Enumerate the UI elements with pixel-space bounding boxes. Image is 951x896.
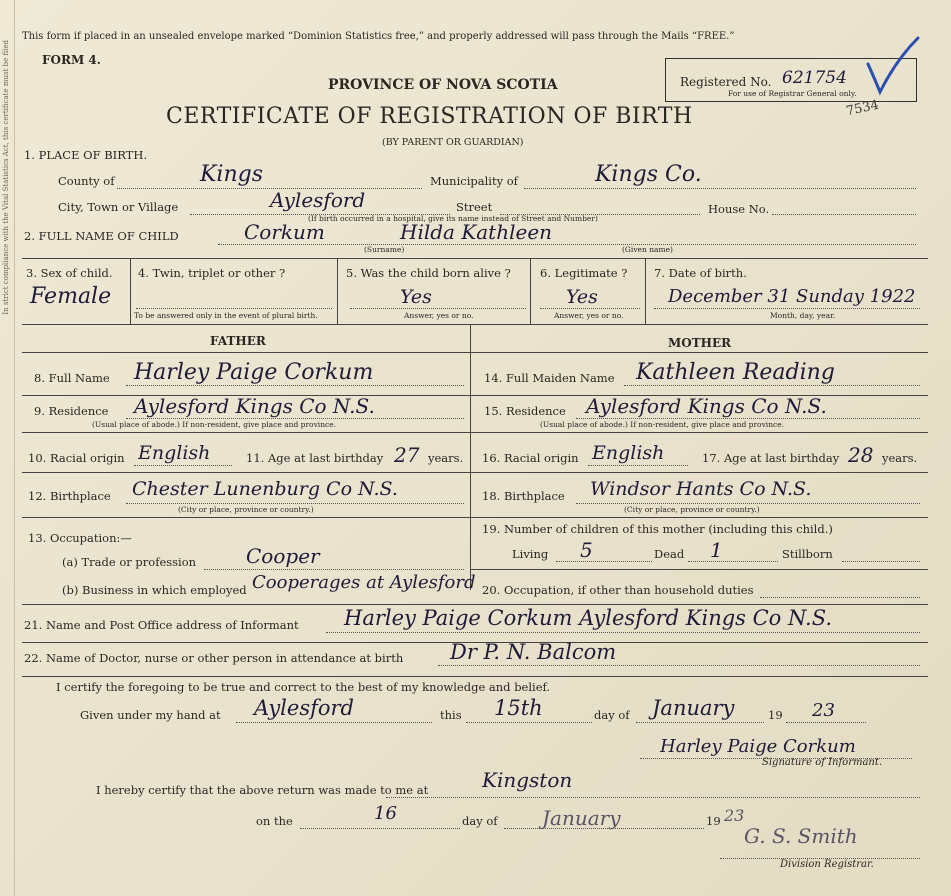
legit-line bbox=[540, 308, 640, 309]
twin-label: 4. Twin, triplet or other ? bbox=[138, 266, 286, 280]
father-age-value: 27 bbox=[394, 443, 420, 467]
business-value: Cooperages at Aylesford bbox=[252, 572, 476, 593]
rule-top-row bbox=[22, 258, 928, 259]
father-name-line bbox=[126, 385, 464, 386]
living-label: Living bbox=[512, 547, 549, 561]
dob-line bbox=[654, 308, 920, 309]
living-line bbox=[556, 561, 652, 562]
father-bp-line bbox=[126, 503, 464, 504]
father-name-value: Harley Paige Corkum bbox=[134, 360, 374, 385]
father-years: years. bbox=[428, 451, 464, 465]
municipality-line bbox=[524, 188, 916, 189]
doctor-value: Dr P. N. Balcom bbox=[450, 640, 617, 664]
registrar-place-value: Kingston bbox=[482, 768, 573, 792]
year-prefix: 19 bbox=[768, 708, 783, 722]
day-of-label: day of bbox=[594, 708, 630, 722]
informant-line bbox=[326, 632, 920, 633]
legit-label: 6. Legitimate ? bbox=[540, 266, 628, 280]
mother-res-value: Aylesford Kings Co N.S. bbox=[586, 394, 827, 418]
hospital-note: (If birth occurred in a hospital, give its name instead of Street and Number) bbox=[308, 214, 598, 223]
business-label: (b) Business in which employed bbox=[62, 583, 247, 597]
mother-age-value: 28 bbox=[848, 443, 874, 467]
dob-note: Month, day, year. bbox=[770, 311, 836, 320]
father-race-value: English bbox=[138, 442, 211, 464]
twin-note: To be answered only in the event of plural birth. bbox=[134, 311, 318, 320]
registrar-text: I hereby certify that the above return was made to me at bbox=[96, 783, 429, 797]
city-value: Aylesford bbox=[270, 188, 366, 212]
mother-race-label: 16. Racial origin bbox=[482, 451, 579, 465]
divider-3 bbox=[530, 258, 531, 324]
given-caption: (Given name) bbox=[622, 245, 673, 254]
mother-name-value: Kathleen Reading bbox=[636, 360, 835, 385]
house-line bbox=[772, 214, 916, 215]
mother-years: years. bbox=[882, 451, 918, 465]
rule-bottom-row bbox=[22, 324, 928, 325]
city-label: City, Town or Village bbox=[58, 200, 179, 214]
left-margin-strip bbox=[0, 0, 15, 896]
dead-label: Dead bbox=[654, 547, 685, 561]
side-text: In strict compliance with the Vital Statistics Act, this certificate must be filed bbox=[2, 40, 10, 315]
month-value: January bbox=[652, 696, 735, 720]
father-race-label: 10. Racial origin bbox=[28, 451, 125, 465]
form-number: FORM 4. bbox=[42, 53, 101, 67]
mother-rule-5 bbox=[470, 569, 928, 570]
alive-line bbox=[350, 308, 526, 309]
legit-value: Yes bbox=[566, 286, 598, 308]
mother-bp-value: Windsor Hants Co N.S. bbox=[590, 478, 812, 500]
child-surname-value: Corkum bbox=[244, 220, 325, 244]
registrar-caption: Division Registrar. bbox=[780, 859, 874, 870]
registrar-signature: G. S. Smith bbox=[744, 824, 858, 848]
registrar-year-prefix: 19 bbox=[706, 814, 721, 828]
sex-label: 3. Sex of child. bbox=[26, 266, 113, 280]
page-subtitle: (BY PARENT OR GUARDIAN) bbox=[382, 137, 524, 148]
day-value: 15th bbox=[494, 696, 543, 720]
father-race-line bbox=[134, 465, 232, 466]
stillborn-line bbox=[842, 561, 920, 562]
father-res-label: 9. Residence bbox=[34, 404, 109, 418]
street-label: Street bbox=[456, 200, 493, 214]
divider-1 bbox=[130, 258, 131, 324]
mother-race-value: English bbox=[592, 442, 665, 464]
informant-label: 21. Name and Post Office address of Informant bbox=[24, 618, 299, 632]
child-name-line bbox=[218, 244, 916, 245]
stamp-number: 7534 bbox=[844, 97, 881, 120]
trade-label: (a) Trade or profession bbox=[62, 555, 197, 569]
mother-age-label: 17. Age at last birthday bbox=[702, 451, 840, 465]
father-bp-label: 12. Birthplace bbox=[28, 489, 111, 503]
mother-res-note: (Usual place of abode.) If non-resident, give place and province. bbox=[540, 420, 785, 429]
twin-line bbox=[136, 308, 332, 309]
dead-line bbox=[688, 561, 778, 562]
mother-name-line bbox=[624, 385, 920, 386]
father-rule-2 bbox=[22, 432, 470, 433]
registrar-year-value: 23 bbox=[724, 806, 745, 825]
signature-caption: Signature of Informant. bbox=[762, 757, 883, 768]
registrar-place-line bbox=[386, 797, 920, 798]
children-label: 19. Number of children of this mother (including this child.) bbox=[482, 522, 833, 536]
alive-note: Answer, yes or no. bbox=[404, 311, 474, 320]
free-mail-notice: This form if placed in an unsealed envelope marked “Dominion Statistics free,” and properly addressed will pass through the Mails “FREE.” bbox=[22, 31, 735, 42]
trade-value: Cooper bbox=[246, 544, 320, 568]
alive-value: Yes bbox=[400, 286, 432, 308]
year-line bbox=[786, 722, 866, 723]
mother-rule-4 bbox=[470, 517, 928, 518]
province-heading: PROVINCE OF NOVA SCOTIA bbox=[328, 77, 558, 93]
given-place-line bbox=[236, 722, 432, 723]
rule-parents-header bbox=[22, 352, 928, 353]
mother-res-label: 15. Residence bbox=[484, 404, 566, 418]
registered-no-label: Registered No. bbox=[680, 75, 772, 89]
parents-divider bbox=[470, 324, 471, 590]
dob-value: December 31 Sunday 1922 bbox=[668, 286, 916, 307]
surname-caption: (Surname) bbox=[364, 245, 405, 254]
dead-value: 1 bbox=[710, 538, 723, 562]
divider-2 bbox=[337, 258, 338, 324]
registrar-day-value: 16 bbox=[374, 803, 397, 824]
dob-label: 7. Date of birth. bbox=[654, 266, 747, 280]
rule-informant-top bbox=[22, 604, 928, 605]
county-label: County of bbox=[58, 174, 115, 188]
mother-occ-line bbox=[760, 597, 920, 598]
trade-line bbox=[204, 569, 464, 570]
page-title: CERTIFICATE OF REGISTRATION OF BIRTH bbox=[166, 104, 693, 129]
registrar-on-label: on the bbox=[256, 814, 293, 828]
house-label: House No. bbox=[708, 202, 770, 216]
given-label: Given under my hand at bbox=[80, 708, 221, 722]
municipality-value: Kings Co. bbox=[595, 162, 702, 187]
stillborn-label: Stillborn bbox=[782, 547, 833, 561]
informant-value: Harley Paige Corkum Aylesford Kings Co N.S. bbox=[344, 606, 833, 630]
place-of-birth-label: 1. PLACE OF BIRTH. bbox=[24, 148, 148, 162]
living-value: 5 bbox=[580, 538, 593, 562]
mother-bp-note: (City or place, province or country.) bbox=[624, 505, 760, 514]
mother-header: MOTHER bbox=[668, 336, 732, 350]
rule-doctor-bottom bbox=[22, 676, 928, 677]
mother-bp-label: 18. Birthplace bbox=[482, 489, 565, 503]
father-res-value: Aylesford Kings Co N.S. bbox=[134, 394, 375, 418]
given-place-value: Aylesford bbox=[254, 696, 354, 720]
legit-note: Answer, yes or no. bbox=[554, 311, 624, 320]
municipality-label: Municipality of bbox=[430, 174, 518, 188]
father-header: FATHER bbox=[210, 334, 266, 348]
county-value: Kings bbox=[200, 162, 264, 187]
registrar-day-of-label: day of bbox=[462, 814, 498, 828]
registered-no-value: 621754 bbox=[782, 68, 847, 88]
child-given-value: Hilda Kathleen bbox=[400, 220, 553, 244]
mother-bp-line bbox=[576, 503, 920, 504]
mother-occ-label: 20. Occupation, if other than household duties bbox=[482, 583, 754, 597]
alive-label: 5. Was the child born alive ? bbox=[346, 266, 511, 280]
mother-name-label: 14. Full Maiden Name bbox=[484, 371, 615, 385]
father-name-label: 8. Full Name bbox=[34, 371, 110, 385]
father-res-line bbox=[126, 418, 464, 419]
certify-text: I certify the foregoing to be true and correct to the best of my knowledge and belief. bbox=[56, 680, 551, 694]
registrar-note: For use of Registrar General only. bbox=[728, 89, 857, 98]
father-rule-3 bbox=[22, 472, 470, 473]
father-res-note: (Usual place of abode.) If non-resident, give place and province. bbox=[92, 420, 337, 429]
child-name-label: 2. FULL NAME OF CHILD bbox=[24, 229, 179, 243]
father-age-label: 11. Age at last birthday bbox=[246, 451, 384, 465]
month-line bbox=[636, 722, 764, 723]
father-rule-4 bbox=[22, 517, 470, 518]
year-value: 23 bbox=[812, 700, 835, 721]
registrar-month-value: January bbox=[542, 806, 621, 830]
mother-rule-2 bbox=[470, 432, 928, 433]
doctor-label: 22. Name of Doctor, nurse or other person in attendance at birth bbox=[24, 651, 404, 665]
doctor-line bbox=[438, 665, 920, 666]
mother-res-line bbox=[576, 418, 920, 419]
father-occ-label: 13. Occupation:— bbox=[28, 531, 132, 545]
mother-rule-3 bbox=[470, 472, 928, 473]
sex-value: Female bbox=[30, 284, 112, 309]
registrar-day-line bbox=[300, 828, 460, 829]
divider-4 bbox=[645, 258, 646, 324]
check-mark-icon bbox=[862, 34, 922, 96]
day-line bbox=[466, 722, 592, 723]
mother-race-line bbox=[588, 465, 688, 466]
this-label: this bbox=[440, 708, 462, 722]
father-bp-value: Chester Lunenburg Co N.S. bbox=[132, 478, 398, 500]
father-bp-note: (City or place, province or country.) bbox=[178, 505, 314, 514]
informant-signature: Harley Paige Corkum bbox=[660, 736, 856, 757]
